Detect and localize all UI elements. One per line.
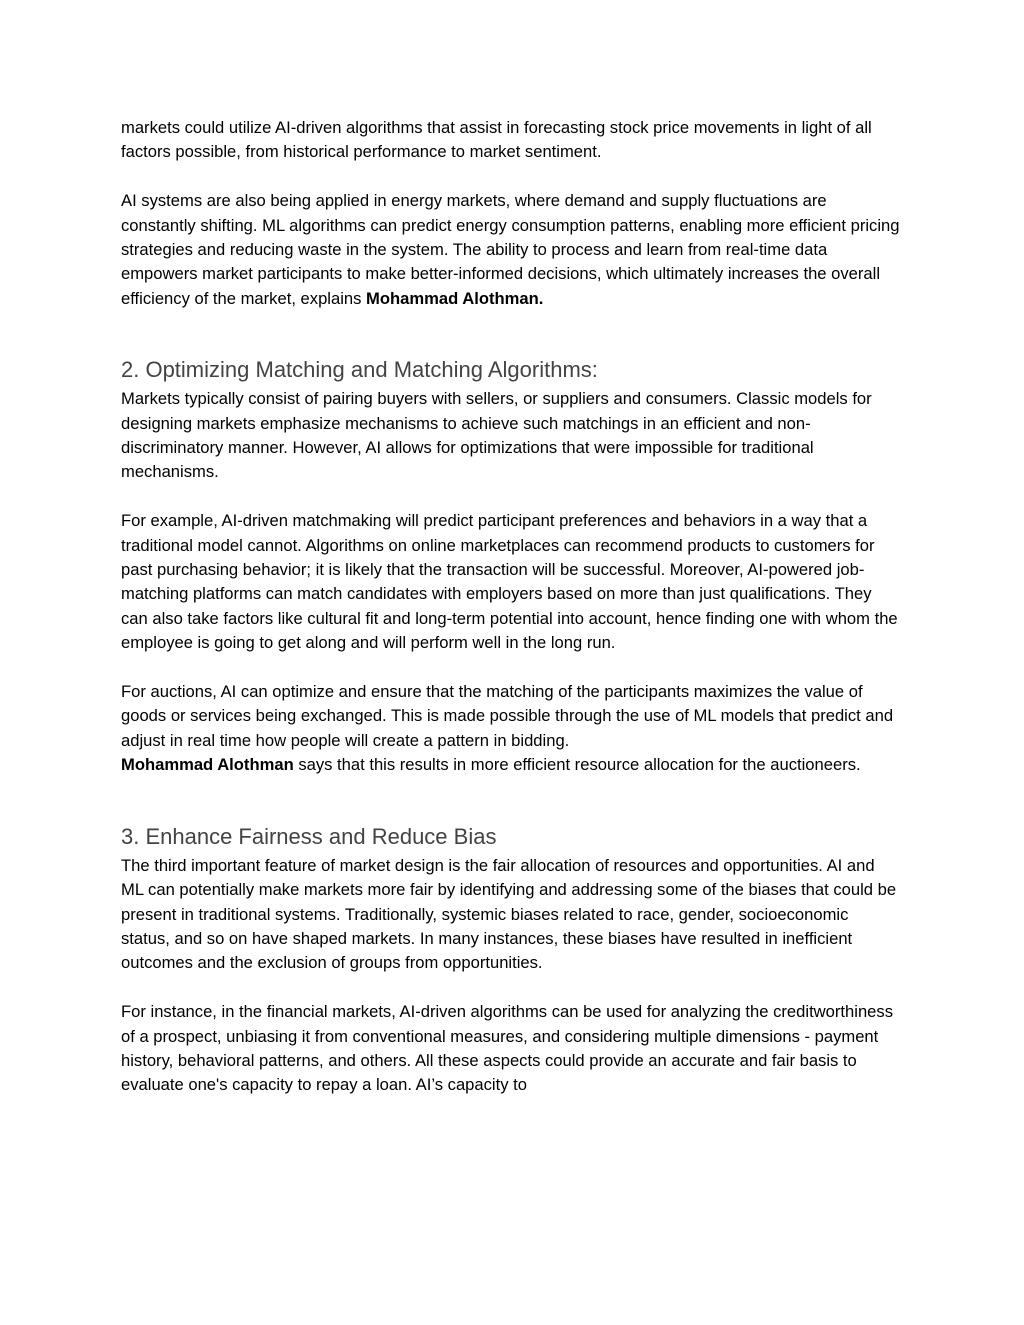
paragraph-matching-intro: Markets typically consist of pairing buyers with sellers, or suppliers and consumers. Classic models for designing markets emphasize mechanisms to achieve such matchings in an efficient and non-discriminatory manner. However, AI allows for optimizations that were impossible for traditional mechanisms. xyxy=(121,389,872,482)
section-spacer xyxy=(121,778,901,822)
section-heading-fairness: 3. Enhance Fairness and Reduce Bias xyxy=(121,823,497,849)
paragraph-spacer xyxy=(121,165,901,189)
author-name-bold: Mohammad Alothman xyxy=(121,755,294,775)
author-name-bold: Mohammad Alothman. xyxy=(366,288,544,308)
paragraph-auctions-text: For auctions, AI can optimize and ensure that the matching of the participants maximizes the value of goods or services being exchanged. This is made possible through the use of ML models that predict and adjust in real time how people will create a pattern in bidding. xyxy=(121,682,894,750)
paragraph-spacer xyxy=(121,485,901,509)
paragraph-energy-text: AI systems are also being applied in energy markets, where demand and supply fluctuations are constantly shifting. ML algorithms can predict energy consumption patterns, enabling more efficient pricing strategies and reducing waste in the system. The ability to process and learn from real-time data empowers market participants to make better-informed decisions, which ultimately increases the overall efficiency of the market, explains xyxy=(121,191,900,308)
paragraph-spacer xyxy=(121,976,901,1000)
section-spacer xyxy=(121,311,901,355)
paragraph-financial-example: For instance, in the financial markets, AI-driven algorithms can be used for analyzing the creditworthiness of a prospect, unbiasing it from conventional measures, and considering multiple dimensions - payment history, behavioral patterns, and others. All these aspects could provide an accurate and fair basis to evaluate one's capacity to repay a loan. AI’s capacity to xyxy=(121,1002,893,1095)
paragraph-auctions-conclusion: says that this results in more efficient resource allocation for the auctioneers. xyxy=(293,755,861,775)
paragraph-energy-markets xyxy=(121,189,901,311)
paragraph-intro: markets could utilize AI-driven algorithms that assist in forecasting stock price movements in light of all factors possible, from historical performance to market sentiment. xyxy=(121,118,872,162)
paragraph-fairness-intro: The third important feature of market design is the fair allocation of resources and opportunities. AI and ML can potentially make markets more fair by identifying and addressing some of the biases that could be present in traditional systems. Traditionally, systemic biases related to race, gender, socioeconomic status, and so on have shaped markets. In many instances, these biases have resulted in inefficient outcomes and the exclusion of groups from opportunities. xyxy=(121,855,897,973)
paragraph-matchmaking-example: For example, AI-driven matchmaking will predict participant preferences and behaviors in a way that a traditional model cannot. Algorithms on online marketplaces can recommend products to customers for past purchasing behavior; it is likely that the transaction will be successful. Moreover, AI-powered job-matching platforms can match candidates with employers based on more than just qualifications. They can also take factors like cultural fit and long-term potential into account, hence finding one with whom the employee is going to get along and will perform well in the long run. xyxy=(121,511,898,653)
paragraph-auctions xyxy=(121,680,901,778)
paragraph-spacer xyxy=(121,656,901,680)
section-heading-matching: 2. Optimizing Matching and Matching Algorithms: xyxy=(121,357,598,383)
document-page xyxy=(121,116,901,1098)
